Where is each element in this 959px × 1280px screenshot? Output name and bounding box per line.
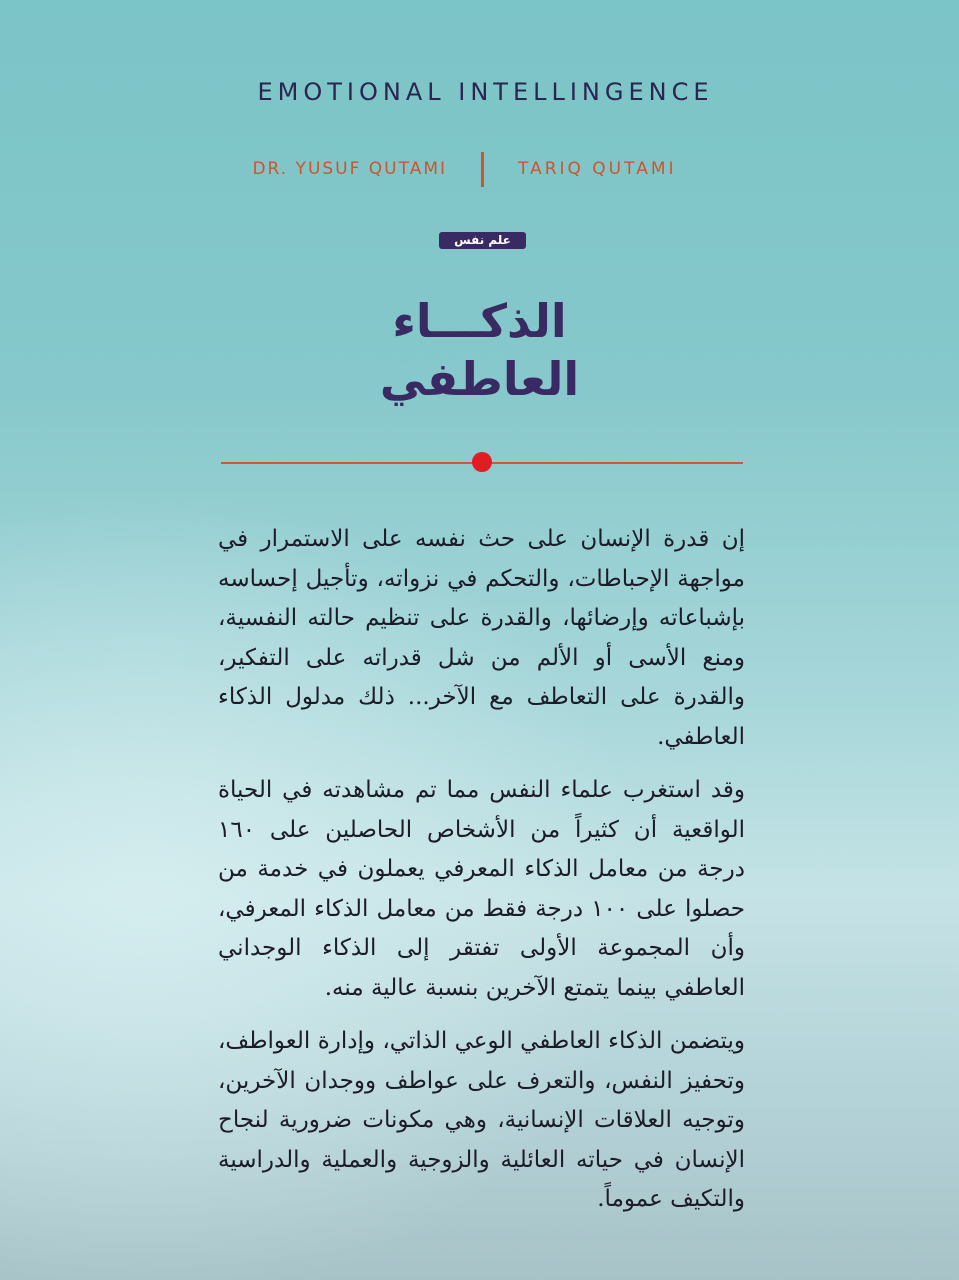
paragraph: وقد استغرب علماء النفس مما تم مشاهدته في الحياة الواقعية أن كثيراً من الأشخاص الحاصلين على ١٦٠ درجة من معامل الذكاء المعرفي يعملون في خدمة من حصلوا على ١٠٠ درجة فقط من معامل الذكاء المعرفي، وأن المجموعة الأولى تفتقر إلى الذكاء الوجداني العاطفي بينما يتمتع الآخرين بنسبة عالية منه. <box>218 777 745 1001</box>
divider-dot <box>472 452 492 472</box>
paragraph: ويتضمن الذكاء العاطفي الوعي الذاتي، وإدارة العواطف، وتحفيز النفس، والتعرف على عواطف ووجدان الآخرين، وتوجيه العلاقات الإنسانية، وهي مكونات ضرورية لنجاح الإنسان في حياته العائلية والزوجية والعملية والدراسية والتكيف عموماً. <box>218 1028 745 1212</box>
english-title: EMOTIONAL INTELLINGENCE <box>257 78 714 106</box>
arabic-title-line-2: العاطفي <box>379 352 580 406</box>
category-badge: علم نفس <box>439 232 526 249</box>
paragraph: إن قدرة الإنسان على حث نفسه على الاستمرار في مواجهة الإحباطات، والتحكم في نزواته، وتأجيل إحساسه بإشباعاته وإرضائها، والقدرة على تنظيم حالته النفسية، ومنع الأسى أو الألم من شل قدراته على التفكير، والقدرة على التعاطف مع الآخر... ذلك مدلول الذكاء العاطفي. <box>218 526 745 750</box>
author-separator <box>481 152 484 187</box>
arabic-title-line-1: الذكـــاء <box>392 294 567 348</box>
author-name-right: TARIQ QUTAMI <box>518 159 677 179</box>
author-name-left: DR. YUSUF QUTAMI <box>252 159 447 179</box>
description-text <box>218 520 745 1234</box>
authors-line <box>0 152 959 188</box>
arabic-title <box>0 292 959 408</box>
